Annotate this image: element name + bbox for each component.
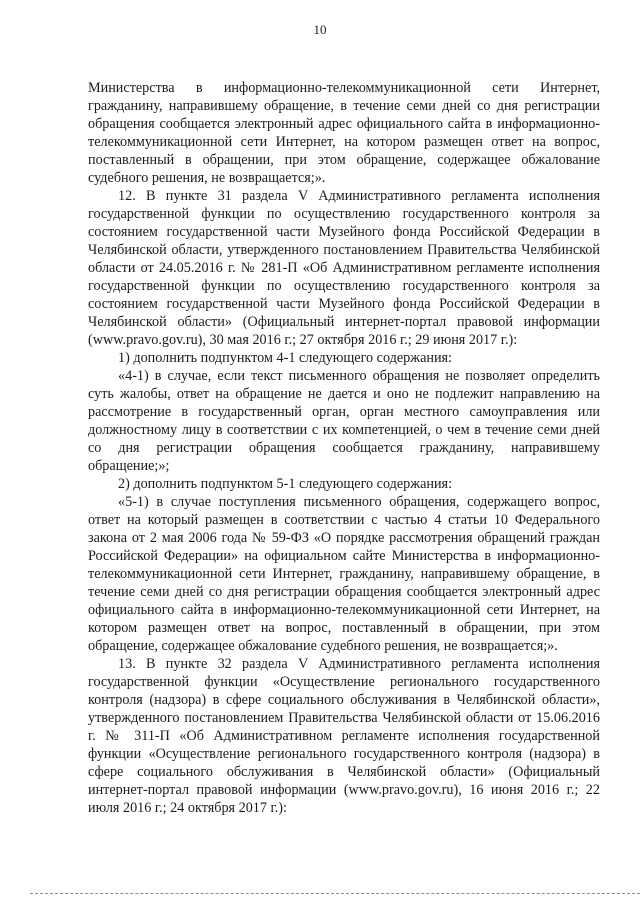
paragraph-item-12: 12. В пункте 31 раздела V Административного регламента исполнения государственной функции по осуществлению государственного контроля за состоянием государственной части Музейного фонда Российской Федерации в Челябинской области, утвержденного постановлением Правительства Челябинской области от 24.05.2016 г. № 281-П «Об Административном регламенте исполнения государственной функции по осуществлению государственного контроля за состоянием государственной части Музейного фонда Российской Федерации в Челябинской области» (Официальный интернет-портал правовой информации (www.pravo.gov.ru), 30 мая 2016 г.; 27 октября 2016 г.; 29 июня 2017 г.):	[88, 188, 600, 348]
paragraph-subitem-2: 2) дополнить подпунктом 5-1 следующего содержания:	[118, 476, 453, 492]
bottom-scan-rule	[30, 893, 640, 894]
document-body	[88, 79, 600, 817]
paragraph-subitem-1: 1) дополнить подпунктом 4-1 следующего содержания:	[118, 350, 453, 366]
paragraph-item-13: 13. В пункте 32 раздела V Административного регламента исполнения государственной функции «Осуществление регионального государственного контроля (надзора) в сфере социального обслуживания в Челябинской области», утвержденного постановлением Правительства Челябинской области от 15.06.2016 г. № 311-П «Об Административном регламенте исполнения государственной функции «Осуществление регионального государственного контроля (надзора) в сфере социального обслуживания в Челябинской области» (Официальный интернет-портал правовой информации (www.pravo.gov.ru), 16 июня 2016 г.; 22 июля 2016 г.; 24 октября 2017 г.):	[88, 656, 600, 816]
paragraph-continuation: Министерства в информационно-телекоммуникационной сети Интернет, гражданину, направившему обращение, в течение семи дней со дня регистрации обращения сообщается электронный адрес официального сайта в информационно-телекоммуникационной сети Интернет, на котором размещен ответ на вопрос, поставленный в обращении, при этом обращение, содержащее обжалование судебного решения, не возвращается;».	[88, 80, 600, 186]
paragraph-quote-4-1: «4-1) в случае, если текст письменного обращения не позволяет определить суть жалобы, ответ на обращение не дается и оно не подлежит направлению на рассмотрение в государственный орган, орган местного самоуправления или должностному лицу в соответствии с их компетенцией, о чем в течение семи дней со дня регистрации обращения сообщается гражданину, направившему обращение;»;	[88, 368, 600, 474]
paragraph-quote-5-1: «5-1) в случае поступления письменного обращения, содержащего вопрос, ответ на который размещен в соответствии с частью 4 статьи 10 Федерального закона от 2 мая 2006 года № 59-ФЗ «О порядке рассмотрения обращений граждан Российской Федерации» на официальном сайте Министерства в информационно-телекоммуникационной сети Интернет, гражданину, направившему обращение, в течение семи дней со дня регистрации обращения сообщается электронный адрес официального сайта в информационно-телекоммуникационной сети Интернет, на котором размещен ответ на вопрос, поставленный в обращении, при этом обращение, содержащее обжалование судебного решения, не возвращается;».	[88, 494, 600, 654]
page-number: 10	[313, 22, 327, 37]
